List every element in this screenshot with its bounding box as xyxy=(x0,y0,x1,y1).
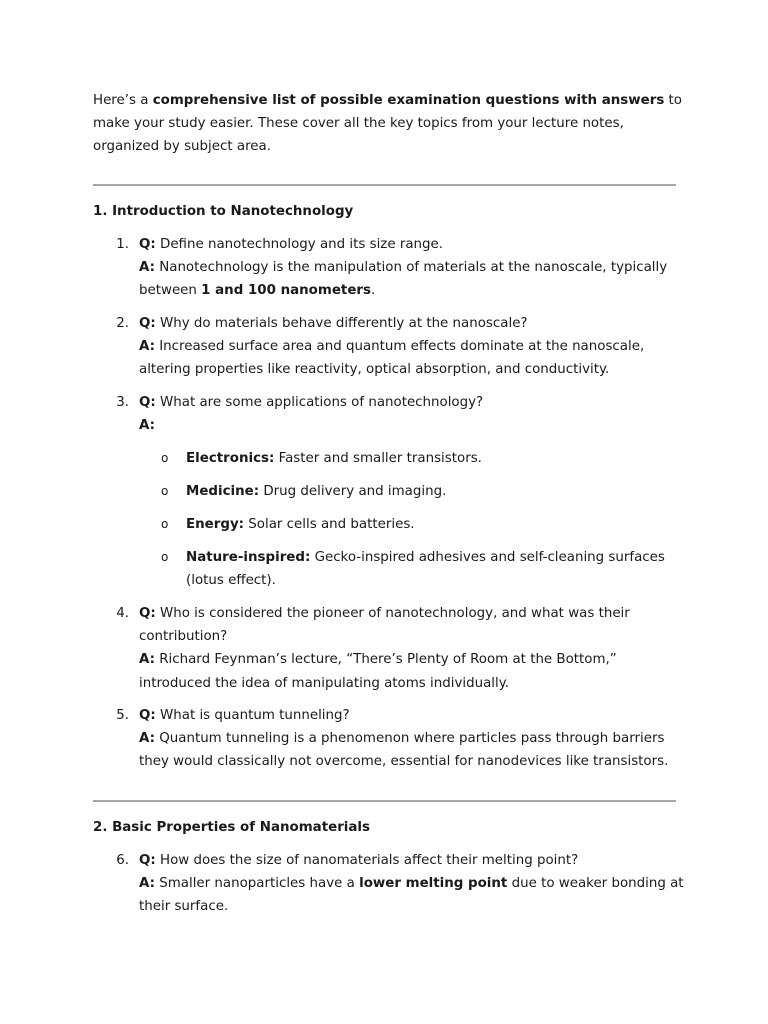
bullet-text: Faster and smaller transistors. xyxy=(274,451,482,466)
question-label: Q: xyxy=(139,316,156,331)
intro-bold-text: comprehensive list of possible examination questions with answers xyxy=(152,93,665,108)
bullet-term: Medicine: xyxy=(186,484,260,499)
question-item xyxy=(116,233,684,303)
question-label: Q: xyxy=(139,853,156,868)
question-item xyxy=(116,391,684,437)
answer-text-end: . xyxy=(370,283,376,299)
question-item xyxy=(116,312,684,382)
bullet-text: Solar cells and batteries. xyxy=(244,517,415,532)
question-number: 4. xyxy=(116,606,129,621)
section-heading-intro: 1. Introduction to Nanotechnology xyxy=(93,204,354,219)
question-number: 3. xyxy=(116,395,129,410)
question-item xyxy=(116,849,684,919)
bullet-text: Gecko-inspired adhesives and self-cleaning surfaces (lotus effect). xyxy=(186,550,665,588)
question-text: Why do materials behave differently at the nanoscale? xyxy=(155,316,528,331)
question-number: 5. xyxy=(116,708,129,723)
answer-label: A: xyxy=(139,418,155,434)
answer-bold-text: 1 and 100 nanometers xyxy=(201,283,371,299)
answer-bold-text: lower melting point xyxy=(359,876,508,892)
answer-label: A: xyxy=(139,876,155,892)
question-label: Q: xyxy=(139,395,156,410)
bullet-marker: o xyxy=(161,517,169,531)
bullet-item xyxy=(161,513,676,536)
answer-text-end: due to weaker bonding at their surface. xyxy=(139,876,684,915)
bullet-marker: o xyxy=(161,550,169,564)
bullet-item xyxy=(161,480,676,503)
answer-text: Smaller nanoparticles have a xyxy=(154,876,360,892)
bullet-marker: o xyxy=(161,451,169,465)
bullet-term: Nature-inspired: xyxy=(186,550,311,565)
answer-text: Increased surface area and quantum effects dominate at the nanoscale, altering properties like reactivity, optical absorption, and conductivity. xyxy=(139,339,645,378)
intro-text-end: to make your study easier. These cover all the key topics from your lecture notes, organized by subject area. xyxy=(93,93,682,154)
bullet-term: Electronics: xyxy=(186,451,275,466)
question-item xyxy=(116,704,684,774)
section-heading-properties: 2. Basic Properties of Nanomaterials xyxy=(93,820,370,835)
answer-label: A: xyxy=(139,652,155,668)
question-text: What are some applications of nanotechnology? xyxy=(155,395,484,410)
answer-label: A: xyxy=(139,260,155,276)
bullet-marker: o xyxy=(161,484,169,498)
answer-text: Richard Feynman’s lecture, “There’s Plenty of Room at the Bottom,” introduced the idea of manipulating atoms individually. xyxy=(139,652,617,691)
question-number: 2. xyxy=(116,316,129,331)
section-divider xyxy=(93,184,676,186)
intro-paragraph xyxy=(93,89,683,158)
bullet-item xyxy=(161,447,676,470)
question-text: How does the size of nanomaterials affect their melting point? xyxy=(155,853,579,868)
question-label: Q: xyxy=(139,708,156,723)
section-divider xyxy=(93,800,676,802)
question-label: Q: xyxy=(139,237,156,252)
question-number: 6. xyxy=(116,853,129,868)
question-text: Define nanotechnology and its size range. xyxy=(155,237,444,252)
answer-label: A: xyxy=(139,731,155,747)
bullet-text: Drug delivery and imaging. xyxy=(259,484,447,499)
answer-text: Nanotechnology is the manipulation of materials at the nanoscale, typically between xyxy=(139,260,668,299)
question-item xyxy=(116,602,649,695)
question-text: What is quantum tunneling? xyxy=(155,708,350,723)
bullet-term: Energy: xyxy=(186,517,245,532)
answer-text: Quantum tunneling is a phenomenon where particles pass through barriers they would classically not overcome, essential for nanodevices like transistors. xyxy=(139,731,669,770)
question-text: Who is considered the pioneer of nanotechnology, and what was their contribution? xyxy=(139,606,630,645)
answer-label: A: xyxy=(139,339,155,355)
intro-text-start: Here’s a xyxy=(93,93,153,108)
bullet-item xyxy=(161,546,676,592)
question-label: Q: xyxy=(139,606,156,621)
question-number: 1. xyxy=(116,237,129,252)
